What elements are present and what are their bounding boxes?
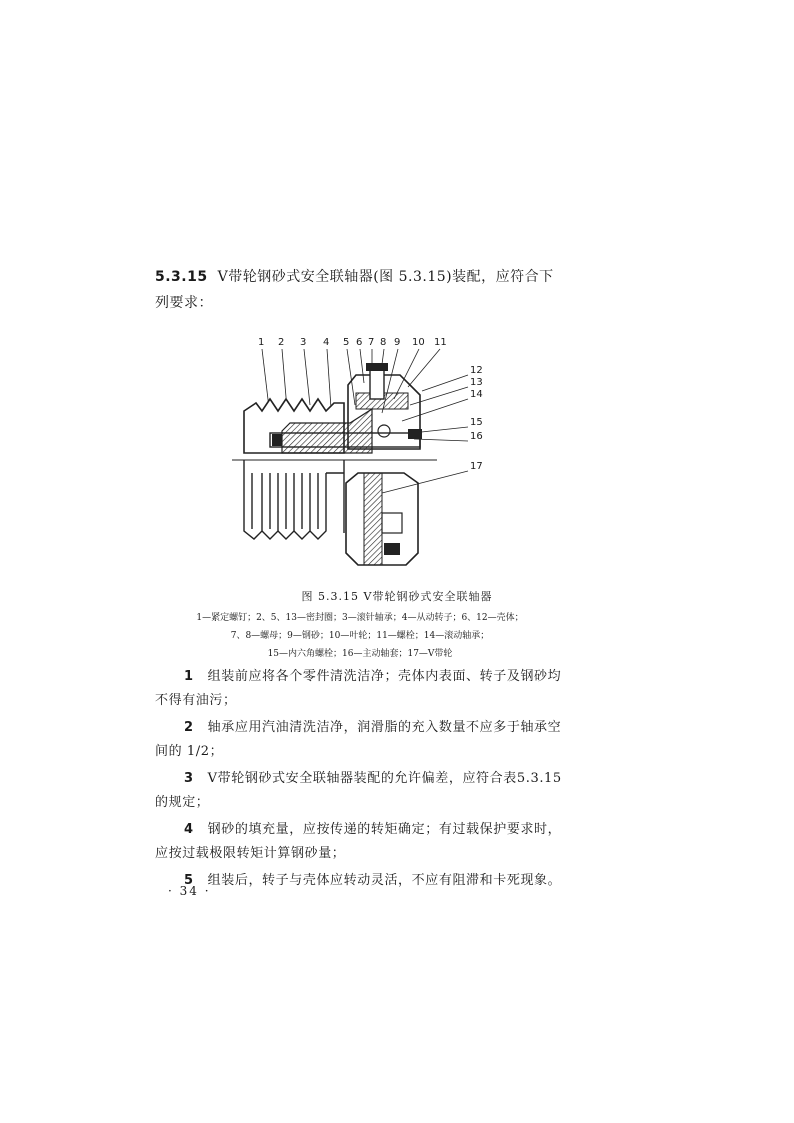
page-number: · 34 · [168, 884, 211, 898]
section-number: 5.3.15 [155, 269, 208, 285]
part-label: 3 [300, 337, 307, 348]
item-text: 钢砂的填充量，应按传递的转矩确定；有过载保护要求时，应按过载极限转矩计算钢砂量； [155, 822, 562, 861]
figure-caption: 图 5.3.15 V带轮钢砂式安全联轴器 [301, 590, 493, 603]
item-number: 1 [184, 669, 194, 684]
list-item [155, 818, 565, 866]
list-item [155, 869, 565, 893]
item-text: 组装后，转子与壳体应转动灵活，不应有阻滞和卡死现象。 [207, 873, 562, 888]
part-label: 2 [278, 337, 285, 348]
legend-line: 7、8—螺母；9—钢砂；10—叶轮；11—螺栓；14—滚动轴承； [230, 631, 490, 641]
pulley-grooves [244, 460, 344, 539]
part-label: 8 [380, 337, 387, 348]
item-number: 3 [184, 771, 194, 786]
part-label: 6 [356, 337, 363, 348]
figure-legend [170, 609, 550, 663]
part-label: 17 [470, 461, 483, 472]
section-heading [155, 264, 555, 316]
requirement-list [155, 665, 565, 896]
coupling-drawing [232, 333, 496, 573]
item-text: V带轮钢砂式安全联轴器装配的允许偏差，应符合表5.3.15的规定； [155, 771, 562, 810]
part-label: 10 [412, 337, 425, 348]
item-number: 2 [184, 720, 194, 735]
part-label: 4 [323, 337, 330, 348]
item-number: 5 [184, 873, 194, 888]
part-label: 12 [470, 365, 483, 376]
section-heading-text: V带轮钢砂式安全联轴器(图 5.3.15)装配，应符合下列要求： [155, 269, 554, 311]
part-label: 13 [470, 377, 483, 388]
part-label: 1 [258, 337, 265, 348]
legend-line: 15—内六角螺栓；16—主动轴套；17—V带轮 [267, 649, 453, 659]
item-number: 4 [184, 822, 194, 837]
list-item [155, 716, 565, 764]
list-item [155, 767, 565, 815]
part-label: 9 [394, 337, 401, 348]
part-label: 14 [470, 389, 483, 400]
part-label: 7 [368, 337, 375, 348]
part-label: 11 [434, 337, 447, 348]
part-label: 5 [343, 337, 350, 348]
legend-line: 1—紧定螺钉；2、5、13—密封圈；3—滚针轴承；4—从动转子；6、12—壳体； [196, 613, 524, 623]
part-label: 15 [470, 417, 483, 428]
list-item [155, 665, 565, 713]
item-text: 轴承应用汽油清洗洁净，润滑脂的充入数量不应多于轴承空间的 1/2； [155, 720, 562, 759]
part-label: 16 [470, 431, 483, 442]
part-number-labels-top [258, 337, 447, 348]
item-text: 组装前应将各个零件清洗洁净；壳体内表面、转子及钢砂均不得有油污； [155, 669, 562, 708]
part-number-labels-right [470, 365, 483, 472]
